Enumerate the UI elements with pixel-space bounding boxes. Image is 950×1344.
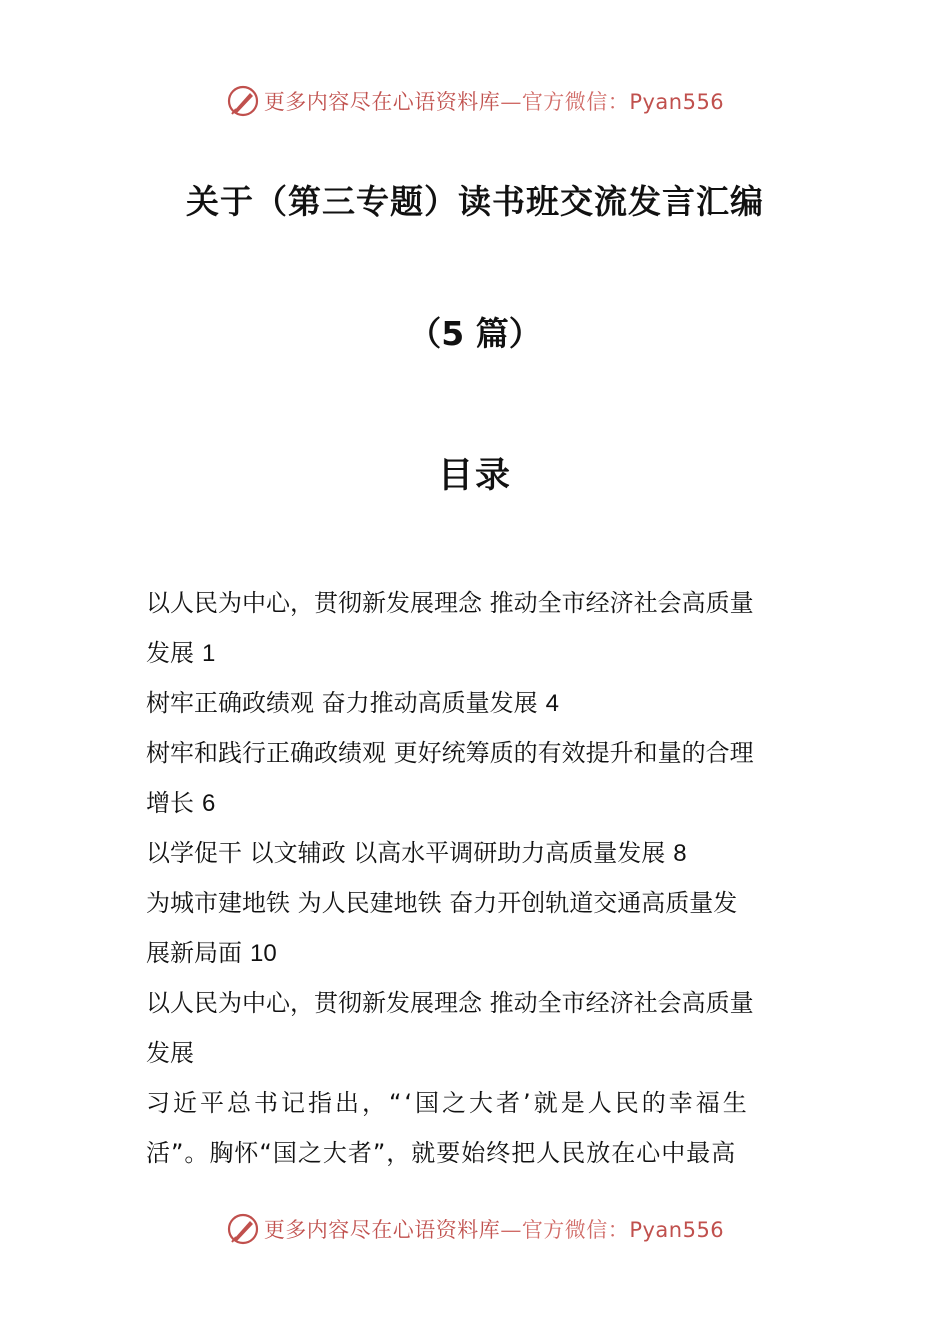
toc-page-number: 6 (202, 790, 216, 817)
watermark-mid: —官方微信： (500, 1218, 630, 1242)
toc-entry-2 (146, 678, 808, 728)
toc-page-number: 8 (673, 840, 687, 867)
watermark-id: Pyan556 (629, 90, 725, 114)
watermark-footer (0, 1212, 950, 1246)
toc-entry-line: 展新局面 10 (146, 939, 277, 967)
quill-circle-logo-icon (226, 1212, 260, 1246)
watermark-mid: —官方微信： (500, 90, 630, 114)
toc-entry-5 (146, 878, 808, 978)
watermark-header (0, 84, 950, 118)
toc-page-number: 4 (545, 690, 559, 717)
toc-entry-line: 树牢和践行正确政绩观 更好统筹质的有效提升和量的合理 (146, 739, 754, 767)
paragraph-line: 活”。胸怀“国之大者”，就要始终把人民放在心中最高 (146, 1139, 737, 1167)
toc-entry-line: 增长 6 (146, 789, 216, 817)
section-heading-line: 以人民为中心，贯彻新发展理念 推动全市经济社会高质量 (146, 989, 754, 1017)
toc-page-number: 1 (202, 640, 216, 667)
document-body (146, 578, 808, 1178)
toc-entry-line: 树牢正确政绩观 奋力推动高质量发展 4 (146, 689, 559, 717)
document-title: 关于（第三专题）读书班交流发言汇编 (186, 182, 764, 221)
toc-entry-1 (146, 578, 808, 678)
toc-entry-4 (146, 828, 808, 878)
toc-heading: 目录 (437, 456, 512, 496)
watermark-text (264, 1214, 724, 1244)
toc-entry-line: 发展 1 (146, 639, 216, 667)
section-heading-line: 发展 (146, 1039, 194, 1067)
section-paragraph (146, 1078, 808, 1178)
toc-entry-3 (146, 728, 808, 828)
watermark-main: 更多内容尽在心语资料库 (263, 90, 501, 114)
section-heading (146, 978, 808, 1078)
watermark-main: 更多内容尽在心语资料库 (263, 1218, 501, 1242)
quill-circle-logo-icon (226, 84, 260, 118)
document-subtitle: （5 篇） (408, 314, 542, 353)
paragraph-line: 习近平总书记指出，“‘国之大者’就是人民的幸福生 (146, 1089, 750, 1117)
watermark-id: Pyan556 (629, 1218, 725, 1242)
toc-page-number: 10 (250, 940, 277, 967)
toc-entry-line: 为城市建地铁 为人民建地铁 奋力开创轨道交通高质量发 (146, 889, 738, 917)
toc-entry-line: 以人民为中心，贯彻新发展理念 推动全市经济社会高质量 (146, 589, 754, 617)
watermark-text (264, 86, 724, 116)
toc-entry-line: 以学促干 以文辅政 以高水平调研助力高质量发展 8 (146, 839, 687, 867)
